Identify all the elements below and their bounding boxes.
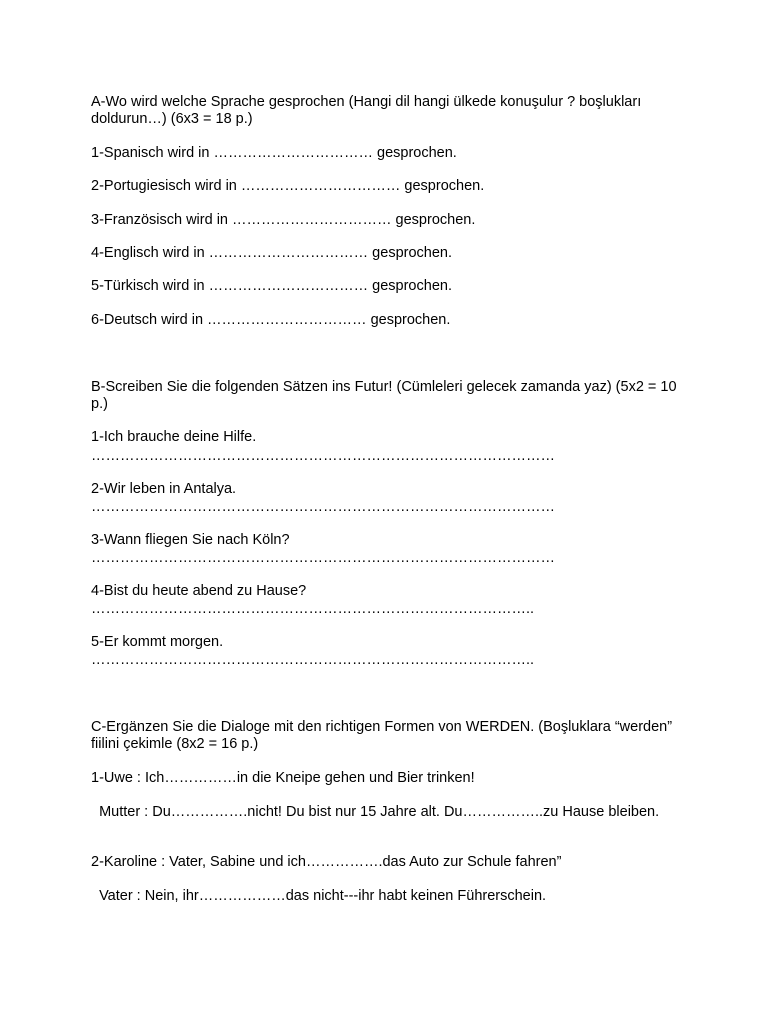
section-c-heading: C-Ergänzen Sie die Dialoge mit den richtigen Formen von WERDEN. (Boşluklara “werden” fiilini çekimle (8x2 = 16 p.)	[91, 719, 677, 752]
section-c-dialogue-line: 2-Karoline : Vater, Sabine und ich…………….das Auto zur Schule fahren”	[91, 854, 562, 870]
section-a-item: 2-Portugiesisch wird in …………………………… gesprochen.	[91, 178, 485, 194]
section-a-heading: A-Wo wird welche Sprache gesprochen (Hangi dil hangi ülkede konuşulur ? boşlukları doldurun…) (6x3 = 18 p.)	[91, 94, 646, 127]
section-b-answer-line: ……………………………………………………………………………………	[91, 550, 555, 566]
section-b-answer-line: ……………………………………………………………………………………	[91, 448, 555, 464]
section-b-sentence: 5-Er kommt morgen.	[91, 634, 224, 650]
section-b-answer-line: ………………………………………………………………………………..	[91, 601, 535, 617]
section-c-dialogue-line: 1-Uwe : Ich……………in die Kneipe gehen und Bier trinken!	[91, 770, 475, 786]
section-c-dialogue-line: Vater : Nein, ihr………………das nicht---ihr habt keinen Führerschein.	[91, 888, 547, 904]
section-b-heading: B-Screiben Sie die folgenden Sätzen ins Futur! (Cümleleri gelecek zamanda yaz) (5x2 = 10 p.)	[91, 379, 681, 412]
section-b-answer-line: ………………………………………………………………………………..	[91, 652, 535, 668]
section-b-sentence: 4-Bist du heute abend zu Hause?	[91, 583, 307, 599]
section-b-sentence: 2-Wir leben in Antalya.	[91, 481, 237, 497]
section-b-sentence: 3-Wann fliegen Sie nach Köln?	[91, 532, 290, 548]
section-c-dialogue-line: Mutter : Du…………….nicht! Du bist nur 15 Jahre alt. Du……………..zu Hause bleiben.	[91, 804, 660, 820]
section-a-item: 3-Französisch wird in …………………………… gesprochen.	[91, 212, 476, 228]
section-a-item: 1-Spanisch wird in …………………………… gesprochen.	[91, 145, 457, 161]
section-a-item: 5-Türkisch wird in …………………………… gesprochen.	[91, 278, 452, 294]
section-a-item: 6-Deutsch wird in …………………………… gesprochen.	[91, 312, 451, 328]
section-b-sentence: 1-Ich brauche deine Hilfe.	[91, 429, 257, 445]
section-b-answer-line: ……………………………………………………………………………………	[91, 499, 555, 515]
section-a-item: 4-Englisch wird in …………………………… gesprochen.	[91, 245, 452, 261]
